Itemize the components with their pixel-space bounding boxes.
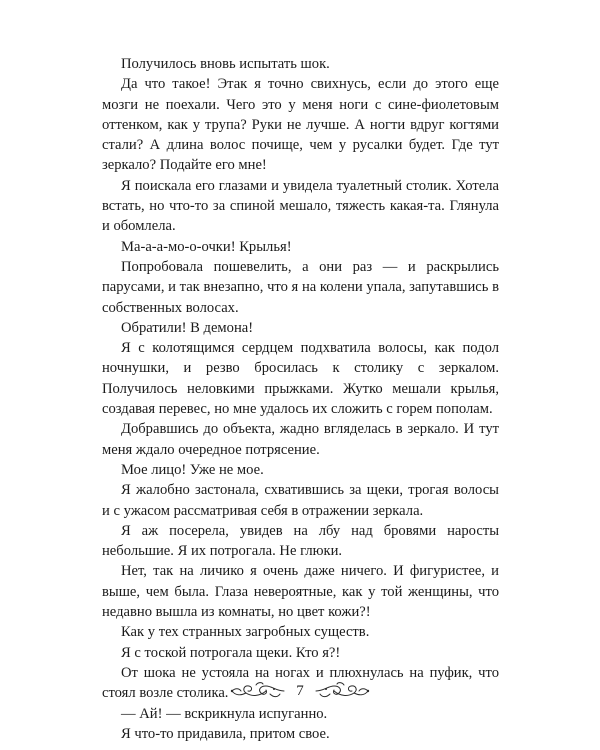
paragraph: Я жалобно застонала, схватившись за щеки, трогая волосы и с ужасом рассматривая себя в отражении зеркала. [102,482,499,519]
page-text [102,54,499,744]
paragraph: Попробовала пошевелить, а они раз — и раскрылись парусами, и так внезапно, что я на колени упала, запутавшись в собственных волосах. [102,258,499,316]
page-footer [0,676,600,706]
paragraph: Я с колотящимся сердцем подхватила волосы, как подол ночнушки, и резво бросилась к столику с зеркалом. Получилось неловкими прыжками. Жутко мешали крылья, создавая перевес, но мне удалось их сложить с горем пополам. [102,340,499,418]
paragraph: Получилось вновь испытать шок. [121,56,330,72]
flourish-ornament-right-icon [314,680,370,702]
paragraph: Я аж посерела, увидев на лбу над бровями наросты небольшие. Я их потрогала. Не глюки. [102,522,499,560]
paragraph: Ма-а-а-мо-о-очки! Крылья! [121,238,292,255]
paragraph: Мое лицо! Уже не мое. [121,461,264,478]
paragraph: От шока не устояла на ногах и плюхнулась на пуфик, что стоял возле столика. [102,664,499,702]
paragraph: Как у тех странных загробных существ. [121,624,370,641]
paragraph: Да что такое! Этак я точно свихнусь, если до этого еще мозги не поехали. Чего это у меня ноги с сине-фиолетовым оттенком, как у трупа? Руки не лучше. А ногти вдруг когтями стали? А длина волос почище, чем у русалки будет. Где тут зеркало? Подайте его мне! [102,76,499,174]
paragraph: Я что-то придавила, притом свое. [121,725,330,742]
paragraph: Нет, так на личико я очень даже ничего. И фигуристее, и выше, чем была. Глаза невероятные, как у той женщины, что недавно вышла из комнаты, но цвет кожи?! [102,563,499,621]
paragraph: Добравшись до объекта, жадно вгляделась в зеркало. И тут меня ждало очередное потрясение. [102,421,499,458]
page-number: 7 [296,682,304,699]
paragraph: Я с тоской потрогала щеки. Кто я?! [121,644,341,661]
flourish-ornament-left-icon [230,680,286,702]
paragraph: Обратили! В демона! [121,319,254,336]
paragraph: Я поискала его глазами и увидела туалетный столик. Хотела встать, но что-то за спиной мешало, тяжесть какая-та. Глянула и обомлела. [102,177,499,235]
paragraph: — Ай! — вскрикнула испуганно. [121,705,328,722]
